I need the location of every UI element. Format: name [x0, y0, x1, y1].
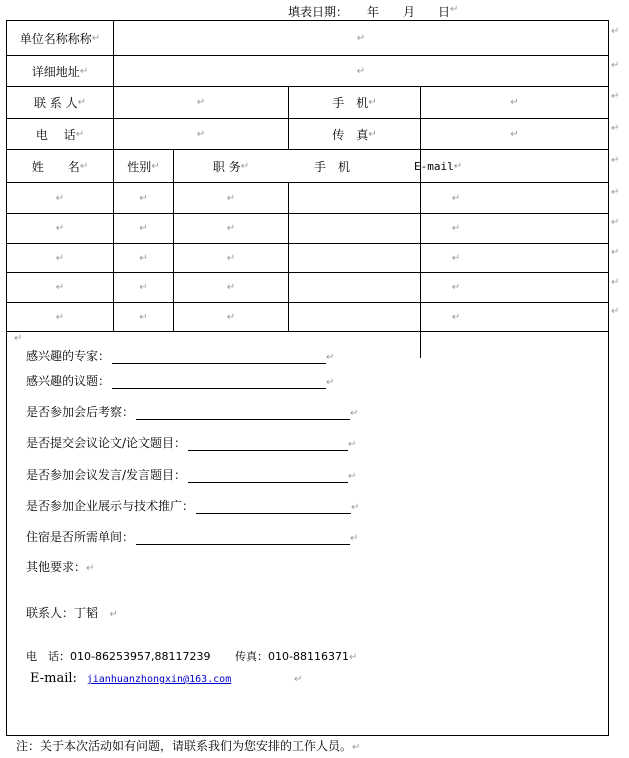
contact-person-label: 联 系 人: [33, 96, 78, 110]
org-name-label-cell: 单位名称称称 ↵: [19, 31, 101, 46]
topics-input[interactable]: [112, 375, 326, 389]
fill-date-label: 填表日期：: [288, 5, 349, 19]
attendee-email-cell[interactable]: ↵: [451, 252, 461, 264]
fax-label-cell: 传 真 ↵: [332, 127, 377, 142]
attendee-position-cell[interactable]: ↵: [226, 252, 236, 264]
address-label-cell: 详细地址 ↵: [31, 64, 89, 79]
paper-input[interactable]: [188, 437, 348, 451]
attendee-email-cell[interactable]: ↵: [451, 223, 461, 234]
footer-note: 注：关于本次活动如有问题，请联系我们为您安排的工作人员。↵: [16, 739, 361, 753]
email-label: E-mail:: [30, 671, 77, 686]
inspection-input[interactable]: [136, 406, 350, 420]
organizer-email: [30, 671, 231, 686]
organizer-fax: 传真：010-88116371↵: [235, 650, 358, 663]
attendee-name-cell[interactable]: ↵: [55, 311, 65, 323]
attendee-position-cell[interactable]: ↵: [226, 192, 236, 204]
contact-person-field[interactable]: ↵: [196, 97, 206, 108]
question-paper: 是否提交会议论文/论文题目： ↵: [26, 436, 357, 450]
attendee-name-header: 姓 名 ↵: [31, 159, 89, 174]
experts-input[interactable]: [112, 350, 326, 364]
room-input[interactable]: [136, 531, 350, 545]
attendee-name-cell[interactable]: ↵: [55, 252, 65, 264]
year-label: 年: [367, 5, 380, 19]
attendee-position-cell[interactable]: ↵: [226, 311, 236, 323]
attendee-email-cell[interactable]: ↵: [451, 282, 461, 293]
attendee-name-cell[interactable]: ↵: [55, 223, 65, 234]
org-name-label: 单位名称称称: [19, 31, 92, 46]
attendee-name-cell[interactable]: ↵: [55, 282, 65, 293]
attendee-gender-cell[interactable]: ↵: [139, 192, 148, 204]
attendee-mobile-cell[interactable]: [289, 273, 420, 302]
attendee-email-cell[interactable]: ↵: [451, 311, 461, 323]
mobile-label: 手 机: [332, 96, 369, 110]
address-label: 详细地址: [31, 64, 80, 79]
question-topics: 感兴趣的议题： ↵: [26, 374, 335, 388]
phone-label-cell: 电 话 ↵: [35, 127, 85, 142]
day-label: 日: [438, 5, 451, 19]
fax-field[interactable]: ↵: [510, 128, 519, 140]
org-name-field[interactable]: ↵: [356, 32, 366, 44]
question-room: 住宿是否所需单间： ↵: [26, 530, 359, 544]
attendee-name-cell[interactable]: ↵: [55, 192, 65, 204]
month-label: 月: [403, 5, 416, 19]
attendee-gender-cell[interactable]: ↵: [139, 282, 148, 293]
attendee-mobile-header: 手 机: [314, 159, 351, 174]
exhibition-input[interactable]: [196, 500, 351, 514]
question-inspection: 是否参加会后考察： ↵: [26, 405, 359, 419]
attendee-gender-cell[interactable]: ↵: [139, 223, 148, 234]
attendee-gender-cell[interactable]: ↵: [139, 311, 148, 323]
phone-field[interactable]: ↵: [196, 128, 206, 140]
phone-label: 电 话: [35, 127, 76, 142]
mobile-label-cell: 手 机 ↵: [332, 96, 377, 110]
mobile-field[interactable]: ↵: [510, 97, 519, 108]
attendee-email-header: E-mail ↵: [414, 159, 463, 173]
attendee-gender-header: 性别 ↵: [127, 159, 160, 174]
question-experts: 感兴趣的专家： ↵: [26, 349, 335, 363]
attendee-gender-cell[interactable]: ↵: [139, 252, 148, 264]
email-link[interactable]: jianhuanzhongxin@163.com: [86, 674, 232, 685]
question-exhibition: 是否参加企业展示与技术推广： ↵: [26, 499, 360, 513]
attendee-mobile-cell[interactable]: [289, 303, 420, 331]
speech-input[interactable]: [188, 469, 348, 483]
attendee-mobile-cell[interactable]: [289, 244, 420, 272]
attendee-mobile-cell[interactable]: [289, 183, 420, 213]
attendee-position-header: 职 务 ↵: [212, 159, 250, 174]
attendee-email-cell[interactable]: ↵: [451, 192, 461, 204]
attendee-mobile-cell[interactable]: [289, 214, 420, 243]
question-other: 其他要求：↵: [26, 560, 95, 574]
organizer-phone: 电 话：010-86253957,88117239: [26, 650, 211, 663]
paragraph-mark: ↵: [450, 4, 459, 15]
attendee-position-cell[interactable]: ↵: [226, 282, 236, 293]
contact-person-label-cell: 联 系 人 ↵: [33, 96, 87, 110]
address-field[interactable]: ↵: [356, 65, 366, 77]
organizer-contact: 联系人：丁韬 ↵: [26, 606, 118, 620]
question-speech: 是否参加会议发言/发言题目： ↵: [26, 468, 357, 482]
fax-label: 传 真: [332, 127, 369, 142]
attendee-position-cell[interactable]: ↵: [226, 223, 236, 234]
